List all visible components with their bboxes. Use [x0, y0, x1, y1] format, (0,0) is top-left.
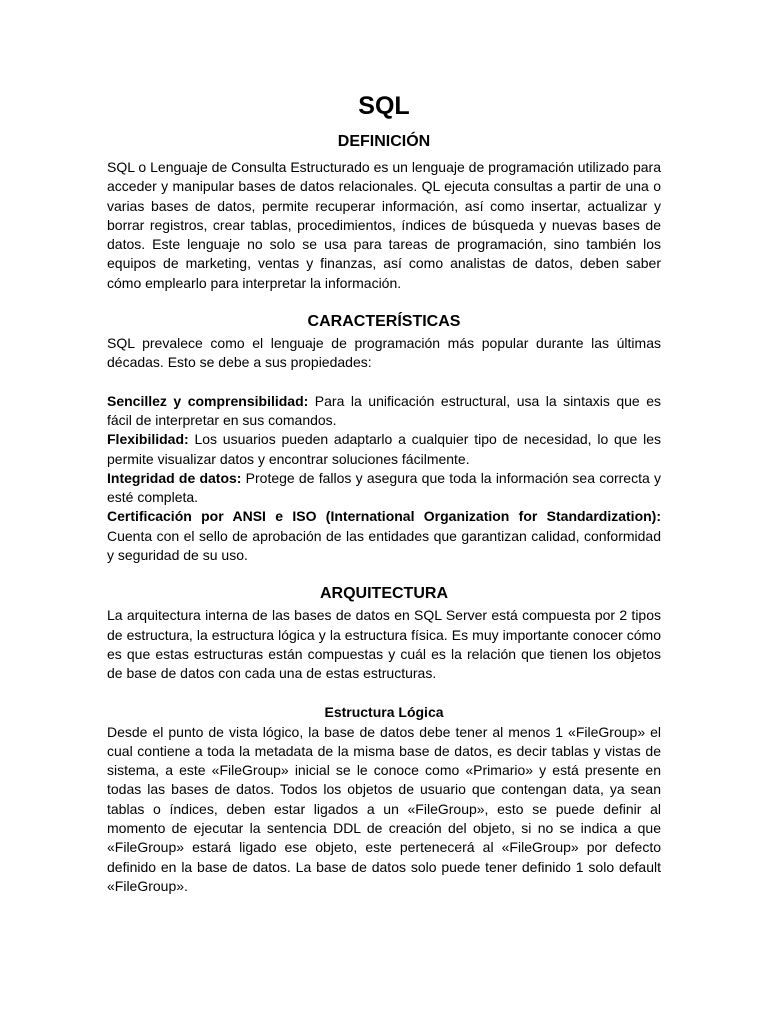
- item-text: Cuenta con el sello de aprobación de las entidades que garantizan calidad, conformidad y seguridad de su uso.: [107, 527, 661, 564]
- section-heading-arquitectura: ARQUITECTURA: [320, 585, 448, 603]
- list-item-flexibilidad: [107, 430, 661, 469]
- subsection-heading-estructura-logica: Estructura Lógica: [324, 703, 444, 720]
- section-definicion: [107, 132, 661, 293]
- document-content: [107, 90, 661, 896]
- paragraph-arquitectura: La arquitectura interna de las bases de datos en SQL Server está compuesta por 2 tipos de estructura, la estructura lógica y la estructura física. Es muy importante conocer cómo es que estas estructuras están compuestas y cuál es la relación que tienen los objetos de base de datos con cada una de estas estructuras.: [107, 607, 661, 682]
- section-arquitectura: [107, 584, 661, 896]
- list-item-sencillez: [107, 392, 661, 431]
- item-text: Para la unificación estructural, usa la sintaxis que es fácil de interpretar en sus comandos.: [107, 392, 662, 428]
- spacer: [107, 293, 661, 312]
- paragraph-estructura-logica: Desde el punto de vista lógico, la base de datos debe tener al menos 1 «FileGroup» el cual contiene a toda la metadata de la misma base de datos, es decir tablas y vistas de sistema, a este «FileGroup» inicial se le conoce como «Primario» y está presente en todas las bases de datos. Todos los objetos de usuario que contengan data, ya sean tablas o índices, deben estar ligados a un «FileGroup», esto se puede definir al momento de ejecutar la sentencia DDL de creación del objeto, si no se indica a que «FileGroup» estará ligado ese objeto, este pertenecerá al «FileGroup» por defecto definido en la base de datos. La base de datos solo puede tener definido 1 solo default «FileGroup».: [107, 723, 661, 894]
- item-text: Los usuarios pueden adaptarlo a cualquier tipo de necesidad, lo que les permite visualizar datos y encontrar soluciones fácilmente.: [107, 431, 661, 467]
- spacer: [107, 684, 661, 703]
- list-item-certificacion: [107, 507, 661, 565]
- document-title: SQL: [358, 92, 410, 120]
- paragraph-caracteristicas-intro: SQL prevalece como el lenguaje de programación más popular durante las últimas décadas. Esto se debe a sus propiedades:: [107, 335, 661, 371]
- list-item-integridad: [107, 469, 661, 508]
- item-text: Protege de fallos y asegura que toda la información sea correcta y esté completa.: [107, 469, 661, 506]
- paragraph-definicion: SQL o Lenguaje de Consulta Estructurado es un lenguaje de programación utilizado para acceder y manipular bases de datos relacionales. QL ejecuta consultas a partir de una o varias bases de datos, permite recuperar información, así como insertar, actualizar y borrar registros, crear tablas, procedimientos, índices de búsqueda y nuevas bases de datos. Este lenguaje no solo se usa para tareas de programación, sino también los equipos de marketing, ventas y finanzas, así como analistas de datos, deben saber cómo emplearlo para interpretar la información.: [107, 159, 661, 291]
- section-heading-caracteristicas: CARACTERÍSTICAS: [307, 313, 461, 331]
- section-heading-definicion: DEFINICIÓN: [337, 133, 431, 150]
- section-caracteristicas: [107, 312, 661, 565]
- item-label: Sencillez y comprensibilidad:: [107, 392, 309, 409]
- spacer: [107, 565, 661, 584]
- item-label: Certificación por ANSI e ISO (International Organization for Standardization):: [107, 508, 661, 525]
- item-label: Flexibilidad:: [107, 431, 189, 448]
- spacer: [107, 373, 661, 392]
- item-label: Integridad de datos:: [107, 469, 242, 486]
